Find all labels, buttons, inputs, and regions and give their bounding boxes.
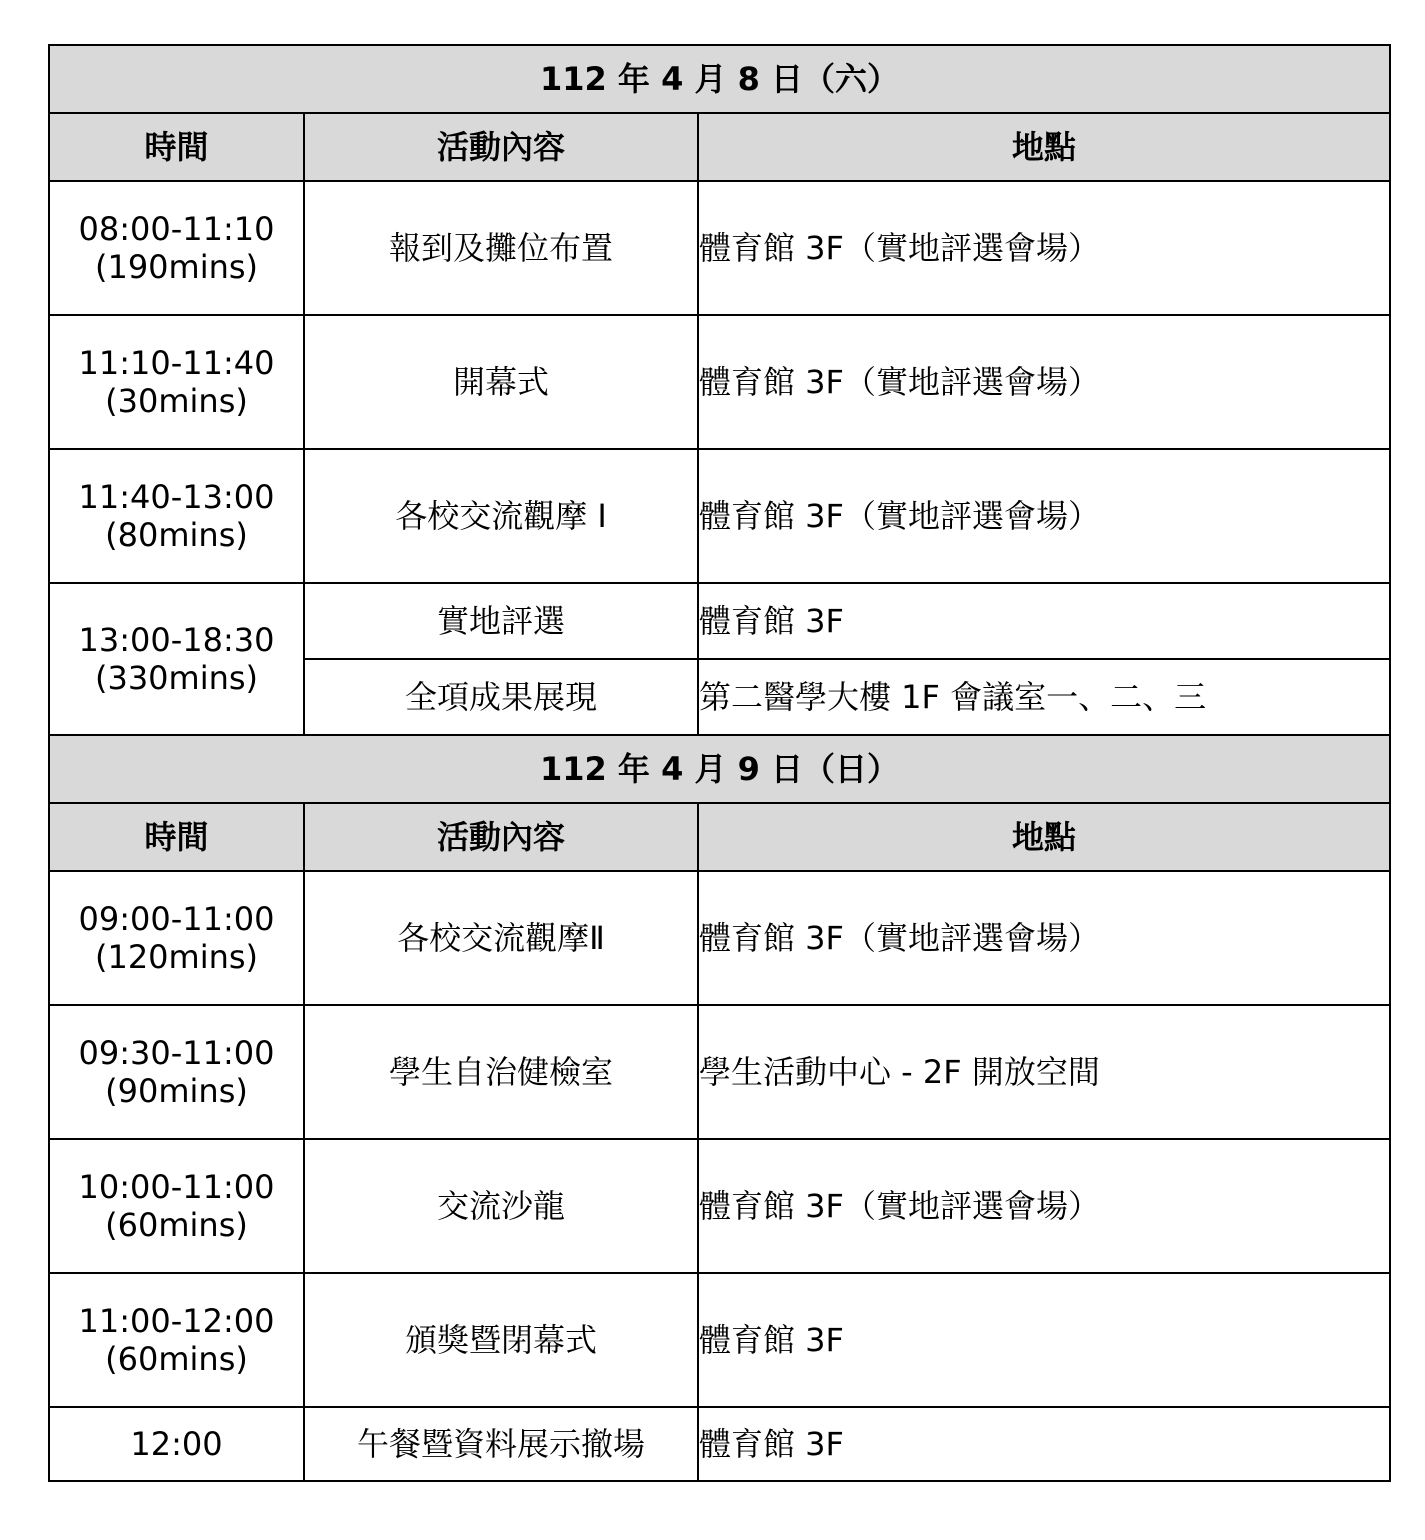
location-cell: 體育館 3F（實地評選會場） bbox=[698, 181, 1390, 315]
time-range: 13:00-18:30 bbox=[78, 620, 275, 659]
duration: (80mins) bbox=[105, 516, 248, 554]
time-range: 11:10-11:40 bbox=[78, 343, 275, 382]
header-activity: 活動內容 bbox=[304, 803, 698, 871]
time-cell bbox=[49, 181, 304, 315]
table-row bbox=[49, 1005, 1390, 1139]
location-cell: 體育館 3F（實地評選會場） bbox=[698, 449, 1390, 583]
activity-cell: 午餐暨資料展示撤場 bbox=[304, 1407, 698, 1481]
activity-cell: 報到及攤位布置 bbox=[304, 181, 698, 315]
day-header-row bbox=[49, 735, 1390, 803]
activity-cell: 學生自治健檢室 bbox=[304, 1005, 698, 1139]
time-cell bbox=[49, 1407, 304, 1481]
table-row bbox=[49, 315, 1390, 449]
table-row bbox=[49, 1273, 1390, 1407]
header-time: 時間 bbox=[49, 113, 304, 181]
time-cell bbox=[49, 583, 304, 735]
time-range: 09:00-11:00 bbox=[78, 899, 275, 938]
location-cell: 體育館 3F bbox=[698, 1407, 1390, 1481]
header-activity: 活動內容 bbox=[304, 113, 698, 181]
day-header-row bbox=[49, 45, 1390, 113]
column-header-row bbox=[49, 803, 1390, 871]
time-range: 08:00-11:10 bbox=[78, 209, 275, 248]
time-cell bbox=[49, 1139, 304, 1273]
duration: (90mins) bbox=[105, 1072, 248, 1110]
activity-cell: 頒獎暨閉幕式 bbox=[304, 1273, 698, 1407]
location-cell: 學生活動中心 - 2F 開放空間 bbox=[698, 1005, 1390, 1139]
duration: (60mins) bbox=[105, 1206, 248, 1244]
duration: (190mins) bbox=[94, 248, 259, 286]
time-cell bbox=[49, 1005, 304, 1139]
header-location: 地點 bbox=[698, 803, 1390, 871]
time-cell bbox=[49, 449, 304, 583]
header-location: 地點 bbox=[698, 113, 1390, 181]
time-range: 12:00 bbox=[130, 1424, 223, 1463]
time-cell bbox=[49, 871, 304, 1005]
location-cell: 第二醫學大樓 1F 會議室一、二、三 bbox=[698, 659, 1390, 735]
schedule-table bbox=[48, 44, 1391, 1482]
duration: (60mins) bbox=[105, 1340, 248, 1378]
location-cell: 體育館 3F（實地評選會場） bbox=[698, 315, 1390, 449]
location-cell: 體育館 3F bbox=[698, 1273, 1390, 1407]
location-cell: 體育館 3F（實地評選會場） bbox=[698, 1139, 1390, 1273]
day-title: 112 年 4 月 9 日（日） bbox=[49, 735, 1390, 803]
table-row bbox=[49, 871, 1390, 1005]
time-range: 11:40-13:00 bbox=[78, 477, 275, 516]
location-cell: 體育館 3F（實地評選會場） bbox=[698, 871, 1390, 1005]
location-cell: 體育館 3F bbox=[698, 583, 1390, 659]
table-row bbox=[49, 1407, 1390, 1481]
activity-cell: 各校交流觀摩Ⅱ bbox=[304, 871, 698, 1005]
table-row bbox=[49, 181, 1390, 315]
activity-cell: 開幕式 bbox=[304, 315, 698, 449]
table-row bbox=[49, 1139, 1390, 1273]
activity-cell: 交流沙龍 bbox=[304, 1139, 698, 1273]
day-title: 112 年 4 月 8 日（六） bbox=[49, 45, 1390, 113]
time-cell bbox=[49, 315, 304, 449]
table-row bbox=[49, 449, 1390, 583]
column-header-row bbox=[49, 113, 1390, 181]
activity-cell: 全項成果展現 bbox=[304, 659, 698, 735]
activity-cell: 各校交流觀摩 I bbox=[304, 449, 698, 583]
duration: (120mins) bbox=[94, 938, 259, 976]
time-cell bbox=[49, 1273, 304, 1407]
time-range: 11:00-12:00 bbox=[78, 1301, 275, 1340]
activity-cell: 實地評選 bbox=[304, 583, 698, 659]
time-range: 10:00-11:00 bbox=[78, 1167, 275, 1206]
header-time: 時間 bbox=[49, 803, 304, 871]
duration: (30mins) bbox=[105, 382, 248, 420]
time-range: 09:30-11:00 bbox=[78, 1033, 275, 1072]
duration: (330mins) bbox=[94, 659, 259, 697]
table-row bbox=[49, 583, 1390, 659]
